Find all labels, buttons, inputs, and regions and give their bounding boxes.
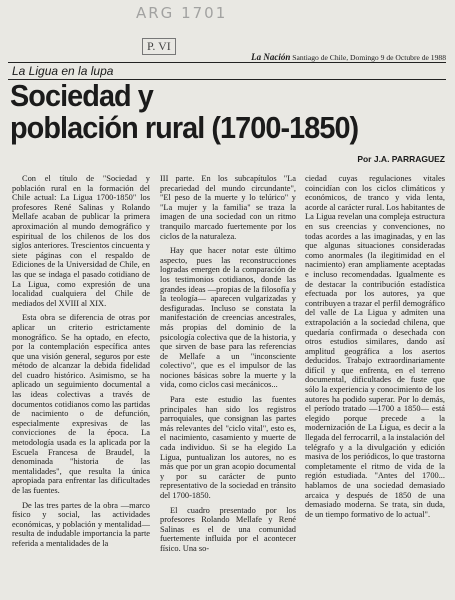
section-heading: La Ligua en la lupa xyxy=(12,64,114,78)
article-column-1 xyxy=(12,174,150,600)
headline-line-2: población rural (1700-1850) xyxy=(10,110,359,145)
paragraph: El cuadro presentado por los profesores Rolando Mellafe y René Salinas es el de una comunidad fuertemente influida por el acontecer físico. Una so- xyxy=(160,505,296,553)
newspaper-name: La Nación xyxy=(251,52,291,62)
publication-date: Santiago de Chile, Domingo 9 de Octubre de 1988 xyxy=(292,53,446,62)
handwritten-archive-note: ARG 1701 xyxy=(136,4,228,22)
paragraph: Para este estudio las fuentes principales han sido los registros parroquiales, que consignan las partes más relevantes del "ciclo vital", esto es, el nacimiento, casamiento y muerte de cada individuo. Si se ha elegido La Ligua, puntualizan los autores, no es más que por un gran acopio documental y por su carácter de punto representativo de la sociedad en tránsito del 1700-1850. xyxy=(160,395,296,500)
article-column-2 xyxy=(160,174,296,600)
headline-line-1: Sociedad y xyxy=(10,78,153,113)
top-rule xyxy=(8,62,446,63)
paragraph: Hay que hacer notar este último aspecto, pues las reconstrucciones logradas emergen de la comparación de los testimonios cotidianos, donde las grandes ideas —propias de la filosofía y la teología— aparecen vulgarizadas y desfiguradas. Incluso se constata la manifestación de creencias ancestrales, más propias del dominio de la psicología colectiva que de la historia, y que sirven de base para las referencias de Mellafe a un "inconsciente colectivo", que es el impulsor de las nociones básicas sobre la muerte y la vida, como ciclos casi mecánicos... xyxy=(160,246,296,390)
masthead xyxy=(224,52,446,62)
paragraph: Con el título de "Sociedad y población rural en la formación del Chile actual: La Ligua 1700-1850" los profesores René Salinas y Rolando Mellafe acaban de publicar la primera aproximación al mundo demográfico y espiritual de los chilenos de los dos siglos anteriores. Trescientos cincuenta y siete páginas con el respaldo de Ediciones de la Universidad de Chile, en las que se indaga el pasado cotidiano de La Ligua, como expresión de una localidad cualquiera del Chile de mediados del XVIII al XIX. xyxy=(12,174,150,308)
paragraph: III parte. En los subcapítulos "La precariedad del mundo circundante", "El peso de la muerte y lo telúrico" y "La mujer y la familia" se traza la imagen de una sociedad con un ritmo tranquilo marcado fuertemente por los ciclos de la naturaleza. xyxy=(160,174,296,241)
paragraph: Esta obra se diferencia de otras por aplicar un criterio estrictamente monográfico. Se ha optado, en efecto, por la contemplación específica antes que una visión general, seguros por este método de alcanzar la debida fidelidad del cuadro histórico. Asimismo, se ha aplicado un seguimiento documental a las ideas colectivas a través de documentos cotidianos como las partidas de nacimiento o de defunción, especialmente expresivas de las convicciones de la época. La metodología usada es la aplicada por la Escuela Francesa de Braudel, la denominada "historia de las mentalidades", que resulta la única apropiada para enfrentar las dificultades de las fuentes. xyxy=(12,313,150,495)
page-marker: P. VI xyxy=(142,38,176,55)
article-headline xyxy=(10,80,358,144)
article-column-3 xyxy=(305,174,445,600)
paragraph: ciedad cuyas regulaciones vitales coincidían con los ciclos climáticos y económicos, de tranco y vida lenta, acorde al carácter rural. Los habitantes de La Ligua revelan una compleja estructura en sus creencias y convenciones, no todas acordes a las imaginadas, y en las que algunas situaciones consideradas como anormales (la ilegitimidad en el nacimiento) eran ampliamente aceptadas e incluso recomendadas. Igualmente es de destacar la contribución estadística efectuada por los autores, ya que contribuyen a trazar el perfil demográfico del valle de La Ligua y admiten una extrapolación a la sociedad chilena, que quedaría confirmada o desechada con otros estudios similares, dando así amplitud geográfica a los asertos deducidos. Trabajo extraordinariamente difícil y que enfrenta, en el terreno documental, dificultades de fuste que sólo la experiencia y conocimiento de los autores ha podido superar. Por lo demás, el período tratado —1700 a 1850— está elegido porque precede a la modernización de La Ligua, es decir a la llegada del ferrocarril, a la instalación del telégrafo y a la divulgación y edición masiva de los periódicos, lo que trastorna completamente el ritmo de vida de la región estudiada. "Antes del 1700... hablamos de una sociedad demasiado arcaica y después de 1850 de una demasiado moderna. Se trata, sin duda, de un tiempo formativo de lo actual". xyxy=(305,174,445,519)
byline: Por J.A. PARRAGUEZ xyxy=(357,154,445,164)
paragraph: De las tres partes de la obra —marco físico y social, las actividades económicas, y población y mentalidad— resulta de indudable importancia la parte referida a mentalidades de la xyxy=(12,500,150,548)
